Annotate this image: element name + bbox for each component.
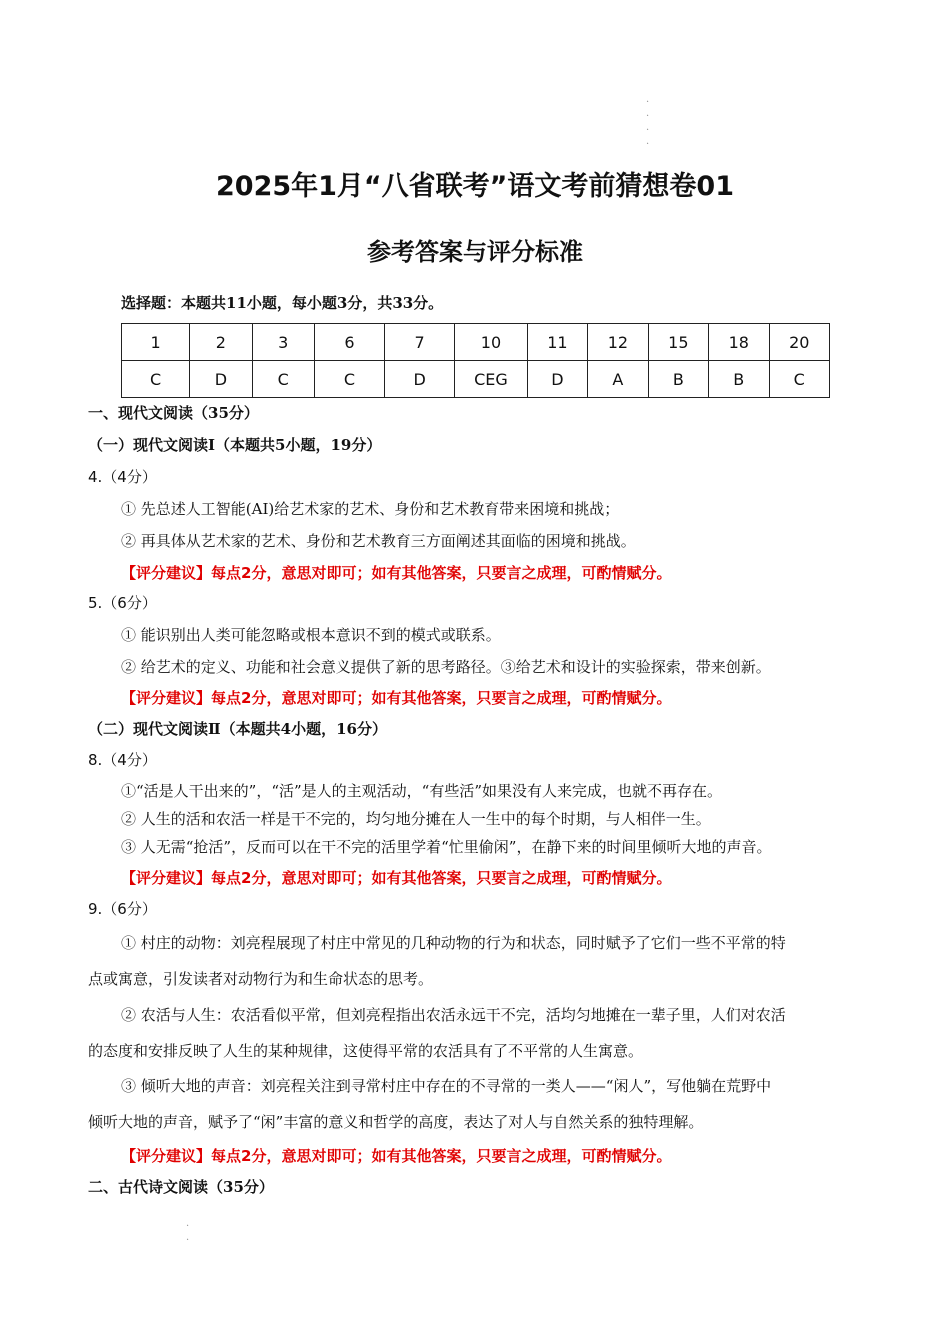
question-number: 15 — [648, 324, 708, 361]
question-number: 1 — [122, 324, 190, 361]
question-label: 8.（4分） — [88, 751, 157, 769]
question-number: 10 — [455, 324, 527, 361]
answer-point: 点或寓意，引发读者对动物行为和生命状态的思考。 — [88, 970, 434, 988]
page-title: 2025年1月“八省联考”语文考前猜想卷01 — [216, 171, 734, 202]
question-number: 18 — [709, 324, 769, 361]
answer-cell: C — [252, 361, 314, 398]
answer-point: ③ 人无需“抢活”，反而可以在干不完的活里学着“忙里偷闲”，在静下来的时间里倾听大地的声音。 — [121, 838, 772, 856]
answer-cell: D — [385, 361, 455, 398]
answer-cell: A — [588, 361, 648, 398]
answer-point: ① 能识别出人类可能忽略或根本意识不到的模式或联系。 — [121, 626, 501, 644]
margin-dots-top: · · · · — [646, 97, 650, 150]
question-number-row — [122, 324, 830, 361]
answer-table — [121, 323, 830, 398]
question-number: 11 — [527, 324, 587, 361]
scoring-note: 【评分建议】每点2分，意思对即可；如有其他答案，只要言之成理，可酌情赋分。 — [121, 1147, 672, 1165]
answer-point: 倾听大地的声音，赋予了“闲”丰富的意义和哲学的高度，表达了对人与自然关系的独特理解。 — [88, 1113, 704, 1131]
part-heading: （二）现代文阅读Ⅱ（本题共4小题，16分） — [88, 720, 387, 738]
question-number: 3 — [252, 324, 314, 361]
section-heading: 二、古代诗文阅读（35分） — [88, 1178, 274, 1196]
answer-point: 的态度和安排反映了人生的某种规律，这使得平常的农活具有了不平常的人生寓意。 — [88, 1042, 644, 1060]
scoring-note: 【评分建议】每点2分，意思对即可；如有其他答案，只要言之成理，可酌情赋分。 — [121, 564, 672, 582]
answer-cell: D — [527, 361, 587, 398]
answer-row — [122, 361, 830, 398]
answer-point: ③ 倾听大地的声音：刘亮程关注到寻常村庄中存在的不寻常的一类人——“闲人”，写他躺在荒野中 — [121, 1077, 772, 1095]
question-number: 7 — [385, 324, 455, 361]
answer-point: ② 人生的活和农活一样是干不完的，均匀地分摊在人一生中的每个时期，与人相伴一生。 — [121, 810, 711, 828]
page-subtitle: 参考答案与评分标准 — [367, 238, 583, 266]
margin-dots-bottom: · · — [186, 1221, 190, 1246]
answer-cell: C — [122, 361, 190, 398]
answer-cell: C — [769, 361, 830, 398]
answer-cell: B — [709, 361, 769, 398]
part-heading: （一）现代文阅读Ⅰ（本题共5小题，19分） — [88, 436, 382, 454]
answer-point: ① 先总述人工智能(AI)给艺术家的艺术、身份和艺术教育带来困境和挑战； — [121, 500, 620, 518]
question-number: 20 — [769, 324, 830, 361]
scoring-note: 【评分建议】每点2分，意思对即可；如有其他答案，只要言之成理，可酌情赋分。 — [121, 869, 672, 887]
answer-point: ①“活是人干出来的”，“活”是人的主观活动，“有些活”如果没有人来完成，也就不再存在。 — [121, 782, 723, 800]
section-heading: 一、现代文阅读（35分） — [88, 404, 259, 422]
question-label: 5.（6分） — [88, 594, 157, 612]
answer-cell: B — [648, 361, 708, 398]
question-number: 2 — [190, 324, 252, 361]
answer-cell: C — [314, 361, 384, 398]
question-label: 9.（6分） — [88, 900, 157, 918]
answer-cell: D — [190, 361, 252, 398]
answer-point: ② 农活与人生：农活看似平常，但刘亮程指出农活永远干不完，活均匀地摊在一辈子里，人们对农活 — [121, 1006, 786, 1024]
answer-point: ② 给艺术的定义、功能和社会意义提供了新的思考路径。③给艺术和设计的实验探索，带来创新。 — [121, 658, 771, 676]
question-number: 6 — [314, 324, 384, 361]
answer-point: ① 村庄的动物：刘亮程展现了村庄中常见的几种动物的行为和状态，同时赋予了它们一些不平常的特 — [121, 934, 786, 952]
question-number: 12 — [588, 324, 648, 361]
choice-intro: 选择题：本题共11小题，每小题3分，共33分。 — [121, 294, 444, 312]
question-label: 4.（4分） — [88, 468, 157, 486]
answer-point: ② 再具体从艺术家的艺术、身份和艺术教育三方面阐述其面临的困境和挑战。 — [121, 532, 636, 550]
scoring-note: 【评分建议】每点2分，意思对即可；如有其他答案，只要言之成理，可酌情赋分。 — [121, 689, 672, 707]
answer-cell: CEG — [455, 361, 527, 398]
